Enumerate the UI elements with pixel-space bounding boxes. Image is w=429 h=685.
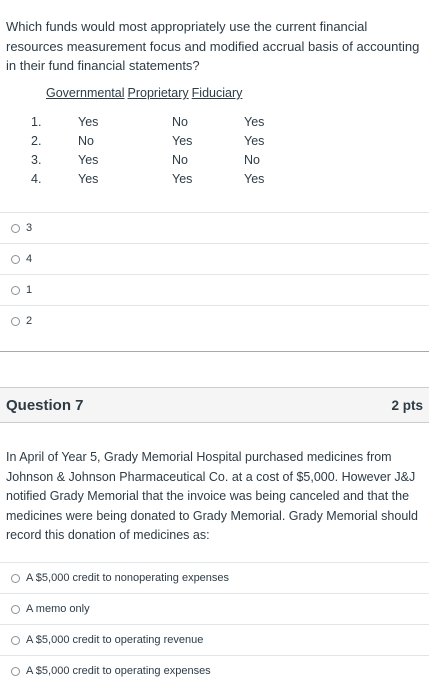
answer-option[interactable] [0,212,429,243]
radio-button[interactable] [11,224,20,233]
radio-button[interactable] [11,255,20,264]
fund-row [0,153,429,172]
cell-fiduciary: Yes [244,172,265,186]
radio-button[interactable] [11,667,20,676]
fund-row [0,134,429,153]
answer-option[interactable] [0,274,429,305]
question-7-header [0,387,429,423]
answer-option[interactable] [0,305,429,336]
cell-fiduciary: Yes [244,134,265,148]
cell-governmental: Yes [78,115,99,129]
answer-option[interactable] [0,593,429,624]
cell-governmental: Yes [78,172,99,186]
row-number: 2. [31,134,42,148]
question-points: 2 pts [391,398,423,413]
question-7-options [0,562,429,685]
cell-proprietary: Yes [172,134,193,148]
answer-label: A $5,000 credit to nonoperating expenses [26,572,230,584]
answer-label: 1 [26,284,33,296]
answer-label: 2 [26,315,33,327]
answer-label: 3 [26,222,33,234]
answer-option[interactable] [0,243,429,274]
question-title: Question 7 [6,397,84,414]
cell-proprietary: No [172,153,188,167]
answer-option[interactable] [0,655,429,685]
radio-button[interactable] [11,636,20,645]
row-number: 1. [31,115,42,129]
answer-label: A $5,000 credit to operating revenue [26,634,204,646]
row-number: 3. [31,153,42,167]
question-divider [0,351,429,352]
radio-button[interactable] [11,574,20,583]
cell-fiduciary: Yes [244,115,265,129]
answer-label: 4 [26,253,33,265]
answer-label: A memo only [26,603,90,615]
header-proprietary: Proprietary [127,86,189,100]
header-governmental: Governmental [46,86,125,100]
cell-proprietary: No [172,115,188,129]
question-7-text: In April of Year 5, Grady Memorial Hospital purchased medicines from Johnson & Johnson Pharmaceutical Co. at a cost of $5,000. However J&J notified Grady Memorial that the invoice was being canceled and that the medicines were being donated to Grady Memorial. Grady Memorial should record this donation of medicines as: [6,450,418,542]
radio-button[interactable] [11,317,20,326]
question-6-text: Which funds would most appropriately use the current financial resources measurement focus and modified accrual basis of accounting in their fund financial statements? [6,19,420,73]
cell-governmental: No [78,134,94,148]
fund-row [0,172,429,191]
cell-proprietary: Yes [172,172,193,186]
radio-button[interactable] [11,605,20,614]
answer-option[interactable] [0,562,429,593]
radio-button[interactable] [11,286,20,295]
cell-governmental: Yes [78,153,99,167]
fund-row [0,115,429,134]
answer-option[interactable] [0,624,429,655]
question-6-options [0,212,429,336]
answer-label: A $5,000 credit to operating expenses [26,665,211,677]
cell-fiduciary: No [244,153,260,167]
row-number: 4. [31,172,42,186]
header-fiduciary: Fiduciary [191,86,243,100]
fund-table-header [46,86,245,100]
